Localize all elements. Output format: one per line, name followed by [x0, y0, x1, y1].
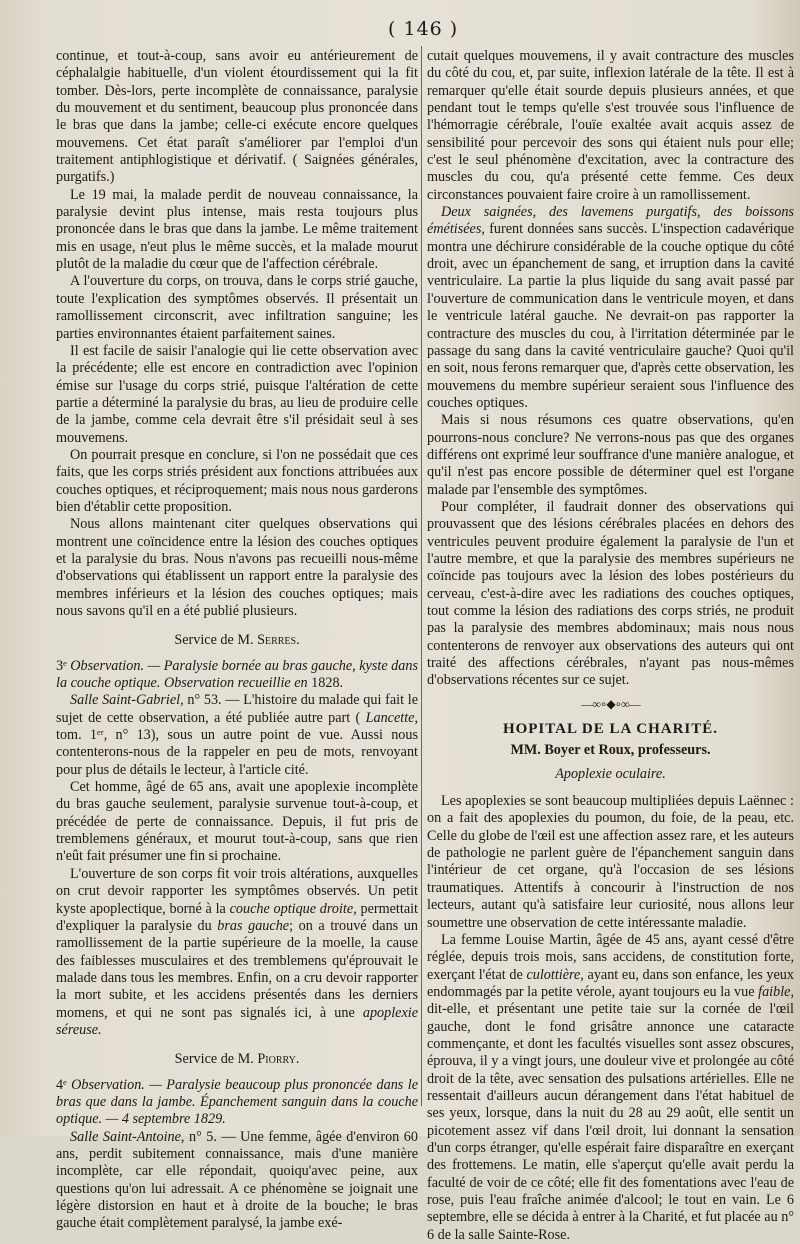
paragraph-text: , permettait d'expliquer la paralysie du [56, 900, 418, 934]
paragraph: A l'ouverture du corps, on trouva, dans le corps strié gauche, toute l'explication des symptômes observés. Il présentait un ramollissement circonscrit, avec infiltration sanguine; les parties environnantes étaient parfaitement saines. [56, 273, 418, 342]
paragraph: continue, et tout-à-coup, sans avoir eu antérieurement de céphalalgie habituelle, d'un violent étourdissement qui la fit tomber. Dès-lors, perte incomplète de connaissance, paralysie du mouvement et du sentiment, beaucoup plus prononcée dans le bras que dans la jambe; celle-ci exécute encore quelques mouvemens. Cet état paraît s'améliorer par l'emploi d'un traitement antiphlogistique et dérivatif. ( Saignées générales, purgatifs.) [56, 48, 418, 186]
observation-title-text: Observation. — Paralysie bornée au bras gauche, kyste dans la couche optique. Observation recueillie en [56, 657, 418, 692]
service-heading [56, 1051, 418, 1068]
observation-title-text: Observation. — Paralysie beaucoup plus prononcée dans le bras que dans la jambe. Épanchement sanguin dans la couche optique. — [56, 1076, 418, 1128]
ward-name: Salle Saint-Antoine [70, 1128, 181, 1145]
service-prefix: Service de M. [174, 1051, 258, 1068]
observation-title [56, 658, 418, 693]
paragraph [56, 692, 418, 779]
ward-name: Salle Saint-Gabriel [70, 692, 181, 709]
paragraph: Nous allons maintenant citer quelques observations qui montrent une coïncidence entre la lésion des couches optiques et la paralysie du bras. Nous n'avons pas recueilli nous-même d'observations qui établissent un rapport entre la paralysie des membres inférieurs et la lésion des couches optiques; mais nous savons qu'il en a été publié plusieurs. [56, 516, 418, 619]
paragraph-text: L'ouverture de son corps fit voir trois altérations, auxquelles on crut devoir rapporter les symptômes observés. Un petit kyste apoplectique, borné à la [56, 865, 418, 917]
paragraph [56, 866, 418, 1039]
paragraph-text: , dit-elle, et présentant une petite taie sur la cornée de l'œil gauche, dont le fond grisâtre annonce une cataracte commençante, et dont les facultés visuelles sont assez obscures, éprouva, il y a vingt jours, une douleur vive et prolongée au côté droit de la tête, avec sensation des pulsations artérielles. Elle ne ressentait d'ailleurs aucun dérangement dans l'état habituel de ses yeux, lorsque, dans la nuit du 28 au 29 août, elle sentit un picotement assez vif dans l'œil droit, lui donnant la sensation d'un corps étranger, qu'elle espérait faire disparaître en exerçant des frottemens. Le matin, elle s'aperçut qu'elle avait perdu la faculté de voir de ce côté; elle fit des fomentations avec l'eau de rose, puis l'eau fraîche animée d'alcool; le tout en vain. Le 6 septembre, elle se décida à entrer à la Charité, et fut placée au n° 6 de la salle Sainte-Rose. [427, 983, 794, 1243]
paragraph-text: , n° 53. — L'histoire du malade qui fait le sujet de cette observation, a été publiée autre part ( [56, 692, 418, 726]
emphasis: Deux saignées, des lavemens purgatifs, des boissons émétisées [427, 204, 794, 238]
emphasis: culottière [526, 966, 581, 983]
emphasis: apoplexie séreuse. [56, 1004, 418, 1038]
left-column [56, 48, 418, 1233]
paragraph: Mais si nous résumons ces quatre observations, qu'en pourrons-nous conclure? Ne verrons-nous pas que des organes différens ont exprimé leur souffrance d'une manière analogue, et qu'il n'est pas encore possible de déterminer quel est l'organe malade par l'ensemble des symptômes. [427, 412, 794, 498]
observation-number: 3ᵉ [56, 657, 71, 674]
doctors-line [427, 742, 794, 759]
paragraph: Pour compléter, il faudrait donner des observations qui prouvassent que des lésions cérébrales placées en dehors des ventricules peuvent produire également la paralysie de l'un et l'autre membre, et que la paralysie des membres supérieurs ne coïncide pas toujours avec la lésion des lobes postérieurs du cerveau, c'est-à-dire avec les radiations des couches optiques, tout comme la lésion des radiations des corps striés, ne produit pas la paralysie des membres abdominaux; mais nous nous contenterons de renvoyer aux observations des auteurs qui ont traité des affections cérébrales, n'ayant pas nous-mêmes d'observations récentes sur ce sujet. [427, 498, 794, 689]
observation-title [56, 1077, 418, 1129]
emphasis: faible [758, 983, 791, 1000]
physician-name: Piorry. [257, 1051, 300, 1068]
journal-name: Lancette [365, 709, 415, 726]
observation-date: 4 septembre 1829. [121, 1111, 226, 1128]
service-heading [56, 632, 418, 649]
paragraph-text: , furent données sans succès. L'inspection cadavérique montra une déchirure considérable de la couche optique du côté droit, avec un épanchement de sang, et irruption dans la cavité ventriculaire. La partie la plus liquide du sang avait passé par l'ouverture de communication dans le ventricule moyen, et dans le ventricule latéral gauche. Ne devrait-on pas rapporter la contracture des muscles du cou, à l'irritation déterminée par le passage du sang dans la cavité ventriculaire gauche? Quoi qu'il en soit, nous ferons remarquer que, d'après cette observation, les mouvemens du membre supérieur seraient sous l'influence des couches optiques. [427, 221, 794, 411]
paragraph-text: ; on a trouvé dans un ramollissement de la partie supérieure de la moelle, la cause des faiblesses musculaires et des tremblemens qu'éprouvait le malade dans tous les membres. Enfin, on a cru devoir rapporter la mort subite, et les accidens présentés dans les derniers momens, et qui ne sont pas signalés ici, à une [56, 917, 418, 1021]
right-column [427, 48, 794, 1244]
page-number: ( 146 ) [388, 18, 459, 40]
paragraph: On pourrait presque en conclure, si l'on ne possédait que ces faits, que les corps striés président aux fonctions attribuées aux couches optiques, et réciproquement; mais nous nous garderons bien d'établir cette proposition. [56, 446, 418, 515]
emphasis: bras gauche [217, 917, 290, 934]
doctor-name: Roux [598, 742, 631, 759]
paragraph [427, 204, 794, 412]
physician-name: Serres. [257, 632, 300, 649]
observation-year: 1828. [311, 675, 344, 692]
doctors-joiner: et [580, 742, 599, 759]
paragraph-text: La femme Louise Martin, âgée de 45 ans, ayant cessé d'être réglée, depuis trois mois, sans accidens, de constitution forte, exerçant l'état de [427, 931, 794, 983]
doctors-suffix: , professeurs. [630, 742, 711, 759]
paragraph: cutait quelques mouvemens, il y avait contracture des muscles du côté du cou, et, par suite, inflexion latérale de la tête. Il est à remarquer qu'elle était sourde depuis plusieurs années, et que pendant tout le temps qu'elle s'est trouvée sous l'influence de l'hémorragie cérébrale, l'ouïe exaltée avait acquis assez de sensibilité pour percevoir des sons qui étaient nuls pour elle; c'est le seul phénomène d'excitation, avec la contracture des muscles du cou, qu'a présenté cette femme. Ces deux circonstances pouvaient faire croire à un ramollissement. [427, 48, 794, 203]
paragraph: Cet homme, âgé de 65 ans, avait une apoplexie incomplète du bras gauche seulement, paralysie survenue tout-à-coup, et précédée de perte de connaissance. Depuis, il fut pris de tremblemens généraux, et mourut tout-à-coup, sans que rien n'eût fait présumer une fin si prochaine. [56, 779, 418, 865]
paragraph [56, 1129, 418, 1233]
section-subtitle: Apoplexie oculaire. [555, 765, 666, 782]
service-prefix: Service de M. [174, 632, 258, 649]
column-divider [421, 46, 422, 1106]
paragraph: Il est facile de saisir l'analogie qui lie cette observation avec la précédente; elle est encore en contradiction avec l'opinion émise sur l'usage du corps strié, puisque l'altération de cette partie a déterminé la paralysie du bras, au lieu de produire celle de la jambe, comme cela devrait être s'il présidait seul à ses mouvemens. [56, 342, 418, 446]
emphasis: couche optique droite [229, 900, 354, 917]
ornament-divider: —∞∘◆∘∞— [581, 696, 640, 711]
hospital-heading: HOPITAL DE LA CHARITÉ. [502, 721, 719, 738]
observation-number: 4ᵉ [56, 1076, 72, 1093]
doctors-prefix: MM. [510, 742, 545, 759]
paragraph-text: , n° 5. — Une femme, âgée d'environ 60 ans, perdit subitement connaissance, mais d'une manière incomplète, car elle répondait, quoiqu'avec peine, aux questions qu'on lui adressait. A ce phénomène se joignait une légère distorsion en haut et à droite de la bouche; le bras gauche était complètement paralysé, la jambe exé- [56, 1128, 418, 1232]
paragraph [427, 932, 794, 1244]
doctor-name: Boyer [544, 742, 581, 759]
paragraph: Les apoplexies se sont beaucoup multipliées depuis Laënnec : on a fait des apoplexies du poumon, du foie, de la peau, etc. Celle du globe de l'œil est une affection assez rare, et les auteurs de pathologie ne parlent guère de l'épanchement sanguin dans l'intérieur de cet organe, qu'à l'occasion de ses lésions traumatiques. Attentifs à concourir à l'instruction de nos lecteurs, autant qu'à satisfaire leur curiosité, nous allons leur soumettre une observation de cette intéressante maladie. [427, 793, 794, 931]
paragraph-text: , tom. 1ᵉʳ, n° 13), sous un autre point de vue. Aussi nous contenterons-nous de la rappeler en peu de mots, renvoyant pour plus de détails le lecteur, à l'article cité. [56, 709, 418, 778]
paragraph: Le 19 mai, la malade perdit de nouveau connaissance, la paralysie devint plus intense, mais resta toujours plus prononcée dans le bras que dans la jambe. Le même traitement mis en usage, n'eut plus le même succès, et la malade mourut plutôt de la maladie du cœur que de l'affection cérébrale. [56, 186, 418, 273]
paragraph-text: , ayant eu, dans son enfance, les yeux endommagés par la petite vérole, ayant toujours eu la vue [427, 966, 794, 1000]
